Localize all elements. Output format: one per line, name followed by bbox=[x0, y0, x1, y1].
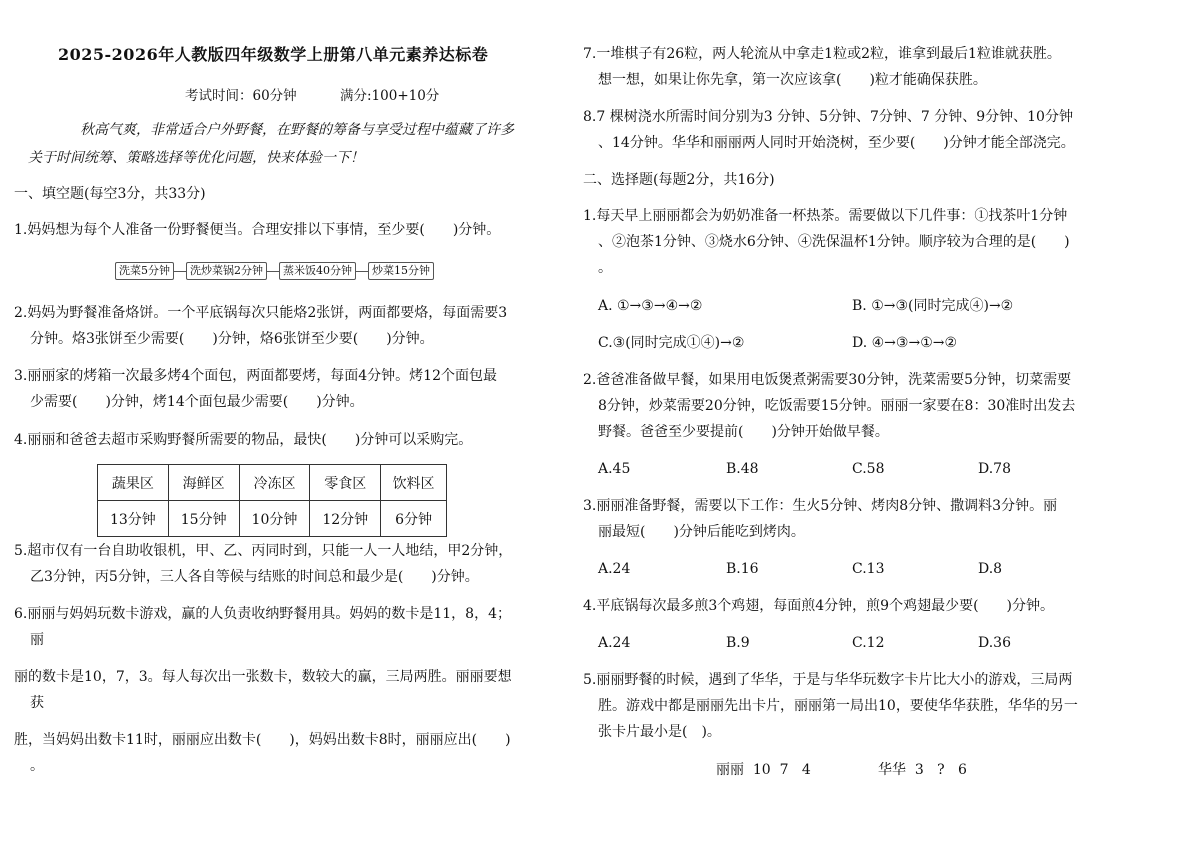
choice-option: D. ④→③→①→② bbox=[852, 335, 958, 351]
choice-option: A.45 bbox=[598, 461, 631, 477]
choice-option: C.13 bbox=[852, 561, 885, 577]
choice-3-line-1: 3.丽丽准备野餐，需要以下工作：生火5分钟、烤肉8分钟、撒调料3分钟。丽 bbox=[583, 498, 1058, 514]
intro-text-2: 关于时间统筹、策略选择等优化问题，快来体验一下！ bbox=[28, 150, 364, 166]
flow-step: 蒸米饭40分钟 bbox=[279, 262, 356, 280]
choice-2-line-3: 野餐。爸爸至少要提前( )分钟开始做早餐。 bbox=[598, 424, 889, 440]
exam-score: 满分:100+10分 bbox=[340, 88, 440, 104]
choice-option: C.③(同时完成①④)→② bbox=[598, 335, 745, 351]
question-2-line-2: 分钟。烙3张饼至少需要( )分钟，烙6张饼至少要( )分钟。 bbox=[30, 331, 434, 347]
table-cell: 15分钟 bbox=[168, 501, 239, 537]
exam-time: 考试时间：60分钟 bbox=[185, 88, 297, 104]
flow-step: 炒菜15分钟 bbox=[368, 262, 434, 280]
choice-option: C.58 bbox=[852, 461, 885, 477]
choice-option: B.16 bbox=[726, 561, 759, 577]
table-cell: 12分钟 bbox=[310, 501, 381, 537]
question-6-line-2: 丽 bbox=[30, 632, 44, 648]
choice-4-line-1: 4.平底锅每次最多煎3个鸡翅，每面煎4分钟，煎9个鸡翅最少要( )分钟。 bbox=[583, 598, 1055, 614]
intro-text-1: 秋高气爽，非常适合户外野餐，在野餐的筹备与享受过程中蕴藏了许多 bbox=[80, 122, 514, 138]
cards-lili: 丽丽 10 7 4 bbox=[716, 762, 811, 778]
choice-option: A. ①→③→④→② bbox=[598, 298, 703, 314]
choice-option: A.24 bbox=[598, 561, 631, 577]
flow-step: 洗菜5分钟 bbox=[115, 262, 174, 280]
choice-5-line-1: 5.丽丽野餐的时候，遇到了华华，于是与华华玩数字卡片比大小的游戏，三局两 bbox=[583, 672, 1073, 688]
choice-option: D.78 bbox=[978, 461, 1011, 477]
table-header: 饮料区 bbox=[381, 465, 447, 501]
question-1: 1.妈妈想为每个人准备一份野餐便当。合理安排以下事情，至少要( )分钟。 bbox=[14, 222, 501, 238]
page-title: 2025-2026年人教版四年级数学上册第八单元素养达标卷 bbox=[58, 45, 489, 64]
table-header: 蔬果区 bbox=[98, 465, 169, 501]
choice-2-line-1: 2.爸爸准备做早餐，如果用电饭煲煮粥需要30分钟，洗菜需要5分钟，切菜需要 bbox=[583, 372, 1072, 388]
choice-5-line-3: 张卡片最小是( )。 bbox=[598, 724, 721, 740]
choice-option: B.9 bbox=[726, 635, 750, 651]
table-cell: 10分钟 bbox=[239, 501, 310, 537]
question-6-line-6: 。 bbox=[30, 758, 44, 774]
section1-heading: 一、填空题(每空3分，共33分) bbox=[14, 186, 206, 202]
cards-huahua: 华华 3 ? 6 bbox=[878, 762, 967, 778]
table-cell: 13分钟 bbox=[98, 501, 169, 537]
question-7-line-2: 想一想，如果让你先拿，第一次应该拿( )粒才能确保获胜。 bbox=[598, 72, 987, 88]
table-row bbox=[98, 501, 447, 537]
choice-5-line-2: 胜。游戏中都是丽丽先出卡片，丽丽第一局出10，要使华华获胜，华华的另一 bbox=[598, 698, 1078, 714]
choice-option: D.8 bbox=[978, 561, 1003, 577]
question-3-line-1: 3.丽丽家的烤箱一次最多烤4个面包，两面都要烤，每面4分钟。烤12个面包最 bbox=[14, 368, 497, 384]
table-header: 冷冻区 bbox=[239, 465, 310, 501]
choice-1-line-3: 。 bbox=[598, 260, 612, 276]
question-8-line-1: 8.7 棵树浇水所需时间分别为3 分钟、5分钟、7分钟、7 分钟、9分钟、10分钟 bbox=[583, 109, 1073, 125]
flow-step: 洗炒菜锅2分钟 bbox=[186, 262, 267, 280]
section2-heading: 二、选择题(每题2分，共16分) bbox=[583, 172, 775, 188]
choice-option: A.24 bbox=[598, 635, 631, 651]
choice-3-line-2: 丽最短( )分钟后能吃到烤肉。 bbox=[598, 524, 805, 540]
table-cell: 6分钟 bbox=[381, 501, 447, 537]
process-flow bbox=[115, 262, 434, 280]
question-6-line-5: 胜，当妈妈出数卡11时，丽丽应出数卡( )，妈妈出数卡8时，丽丽应出( ) bbox=[14, 732, 511, 748]
question-4: 4.丽丽和爸爸去超市采购野餐所需要的物品，最快( )分钟可以采购完。 bbox=[14, 432, 473, 448]
question-7-line-1: 7.一堆棋子有26粒，两人轮流从中拿走1粒或2粒，谁拿到最后1粒谁就获胜。 bbox=[583, 46, 1061, 62]
choice-option: C.12 bbox=[852, 635, 885, 651]
choice-2-line-2: 8分钟，炒菜需要20分钟，吃饭需要15分钟。丽丽一家要在8：30准时出发去 bbox=[598, 398, 1076, 414]
choice-option: B. ①→③(同时完成④)→② bbox=[852, 298, 1014, 314]
table-row bbox=[98, 465, 447, 501]
table-header: 零食区 bbox=[310, 465, 381, 501]
question-8-line-2: 、14分钟。华华和丽丽两人同时开始浇树，至少要( )分钟才能全部浇完。 bbox=[598, 135, 1075, 151]
question-3-line-2: 少需要( )分钟，烤14个面包最少需要( )分钟。 bbox=[30, 394, 364, 410]
choice-1-line-2: 、②泡茶1分钟、③烧水6分钟、④洗保温杯1分钟。顺序较为合理的是( ) bbox=[598, 234, 1070, 250]
table-header: 海鲜区 bbox=[168, 465, 239, 501]
choice-1-line-1: 1.每天早上丽丽都会为奶奶准备一杯热茶。需要做以下几件事：①找茶叶1分钟 bbox=[583, 208, 1068, 224]
question-5-line-2: 乙3分钟，丙5分钟，三人各自等候与结账的时间总和最少是( )分钟。 bbox=[30, 569, 479, 585]
choice-option: D.36 bbox=[978, 635, 1011, 651]
question-2-line-1: 2.妈妈为野餐准备烙饼。一个平底锅每次只能烙2张饼，两面都要烙，每面需要3 bbox=[14, 305, 508, 321]
question-6-line-4: 获 bbox=[30, 695, 44, 711]
shopping-time-table bbox=[97, 464, 447, 537]
question-5-line-1: 5.超市仅有一台自助收银机，甲、乙、丙同时到，只能一人一人地结，甲2分钟， bbox=[14, 543, 513, 559]
question-6-line-3: 丽的数卡是10，7，3。每人每次出一张数卡，数较大的赢，三局两胜。丽丽要想 bbox=[14, 669, 512, 685]
question-6-line-1: 6.丽丽与妈妈玩数卡游戏，赢的人负责收纳野餐用具。妈妈的数卡是11，8，4； bbox=[14, 606, 511, 622]
choice-option: B.48 bbox=[726, 461, 759, 477]
